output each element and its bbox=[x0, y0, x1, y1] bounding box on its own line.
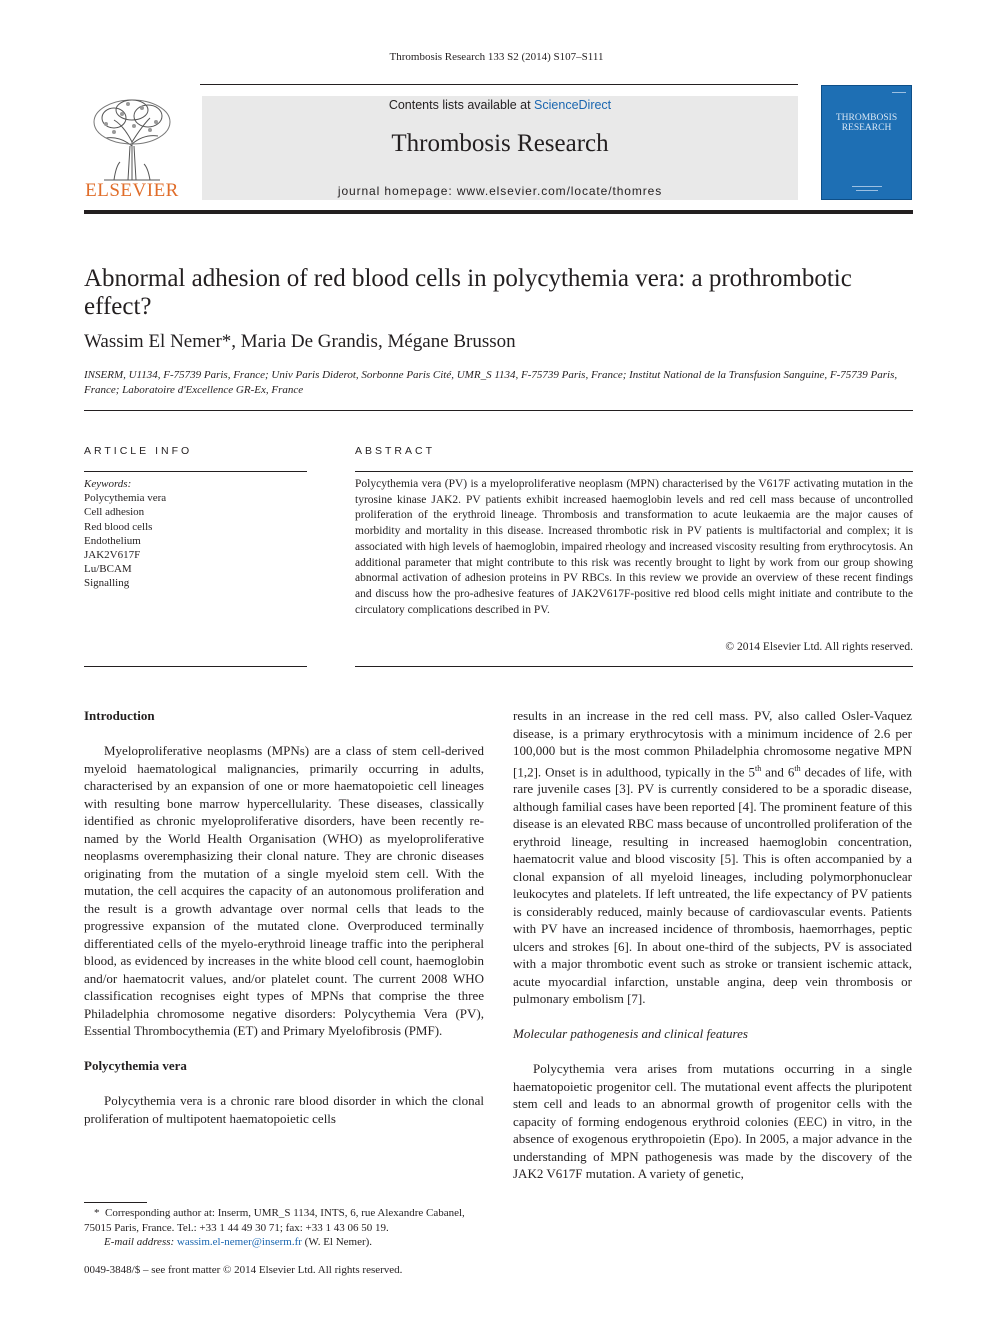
abstract-copyright: © 2014 Elsevier Ltd. All rights reserved. bbox=[725, 641, 913, 653]
keywords-label: Keywords: bbox=[84, 478, 132, 490]
footnote-rule bbox=[84, 1202, 147, 1203]
body-paragraph: results in an increase in the red cell mass. PV, also called Osler-Vaquez disease, is a primary erythrocytosis with a minimum incidence of 2.6 per 100,000 but is the most common Philadelphia chromosome negative MPN [1,2]. Onset is in adulthood, typically in the 5th and 6th decades of life, with rare juvenile cases [3]. PV is currently considered to be a sporadic disease, although familial cases have been reported [4]. The prominent feature of this disease is an elevated RBC mass because of uncontrolled proliferation of the erythroid lineage, resulting in increased haemoglobin concentration, haematocrit value and blood viscosity [5]. This is often accompanied by a clonal expansion of all myeloid lineages, including polymorphonuclear leukocytes and platelets. If left untreated, the life expectancy of PV patients is considerably reduced, mainly because of cardiovascular events. Patients with PV have an increased incidence of thrombosis, haemorrhages, peptic ulcers and strokes [6]. In about one-third of the subjects, PV is associated with a major thrombotic event such as stroke or transient ischemic attack, acute myocardial infarction, unstable angina, deep vein thrombosis or pulmonary embolism [7]. bbox=[513, 708, 913, 1007]
section-heading-polycythemia-vera: Polycythemia vera bbox=[84, 1058, 187, 1073]
front-matter-line: 0049-3848/$ – see front matter © 2014 Elsevier Ltd. All rights reserved. bbox=[84, 1264, 403, 1276]
subsection-heading-molecular-pathogenesis: Molecular pathogenesis and clinical features bbox=[513, 1026, 748, 1042]
journal-homepage[interactable]: journal homepage: www.elsevier.com/locate/thomres bbox=[337, 184, 663, 198]
article-info-heading: ARTICLE INFO bbox=[84, 445, 193, 457]
corresponding-author-footnote: * Corresponding author at: Inserm, UMR_S 1134, INTS, 6, rue Alexandre Cabanel, 75015 Paris, France. Tel.: +33 1 44 49 30 71; fax: +33 1 43 06 50 19. E-mail address: wassim.el-nemer@inserm.fr (W. El Nemer). bbox=[84, 1207, 465, 1248]
journal-cover-thumbnail[interactable] bbox=[821, 85, 912, 200]
abstract-bottom-rule bbox=[355, 666, 913, 667]
keyword-item: Signalling bbox=[84, 577, 130, 590]
journal-name: Thrombosis Research bbox=[391, 130, 609, 157]
abstract-heading: ABSTRACT bbox=[355, 445, 436, 457]
journal-masthead bbox=[202, 96, 798, 200]
cover-decoration bbox=[892, 92, 906, 93]
keyword-item: Red blood cells bbox=[84, 520, 153, 533]
elsevier-tree-icon bbox=[84, 96, 180, 182]
elsevier-logo[interactable] bbox=[84, 96, 180, 200]
keyword-item: JAK2V617F bbox=[84, 549, 141, 562]
body-column-left bbox=[84, 707, 484, 1127]
article-title: Abnormal adhesion of red blood cells in polycythemia vera: a prothrombotic effect? bbox=[84, 265, 852, 320]
keyword-item: Lu/BCAM bbox=[84, 563, 132, 576]
section-heading-introduction: Introduction bbox=[84, 708, 155, 723]
body-paragraph: Polycythemia vera is a chronic rare blood disorder in which the clonal proliferation of multipotent haematopoietic cells bbox=[84, 1093, 484, 1126]
elsevier-wordmark: ELSEVIER bbox=[85, 180, 179, 201]
corresponding-author-text: Corresponding author at: Inserm, UMR_S 1134, INTS, 6, rue Alexandre Cabanel, 75015 Paris, France. Tel.: +33 1 44 49 30 71; fax: +33 1 43 06 50 19. bbox=[84, 1207, 465, 1234]
sciencedirect-link[interactable]: ScienceDirect bbox=[534, 98, 612, 112]
contents-line bbox=[202, 98, 798, 112]
keyword-item: Polycythemia vera bbox=[84, 492, 167, 505]
keyword-item: Cell adhesion bbox=[84, 506, 145, 519]
article-authors: Wassim El Nemer*, Maria De Grandis, Mégane Brusson bbox=[84, 331, 516, 352]
keyword-item: Endothelium bbox=[84, 534, 141, 547]
article-info-bottom-rule bbox=[84, 666, 307, 667]
email-link[interactable]: wassim.el-nemer@inserm.fr bbox=[176, 1236, 302, 1248]
title-rule bbox=[84, 410, 913, 411]
header-thick-rule bbox=[84, 210, 913, 214]
body-column-right bbox=[513, 707, 912, 1183]
body-paragraph: Myeloproliferative neoplasms (MPNs) are a class of stem cell-derived myeloid haematological malignancies, primarily occurring in adults, characterised by an expansion of one or more haematopoietic cell lineages with resulting bone marrow hypercellularity. These diseases, classically identified as chronic myeloproliferative disorders, have been recently re-named by the World Health Organisation (WHO) as myeloproliferative neoplasms overemphasizing their clonal nature. They are chronic diseases originating from the mutation of a single myeloid stem cell. With the mutation, the cell acquires the capacity of an autonomous proliferation and the result is a growth advantage over normal cells that leads to the progressive expansion of the mutated clone. Overproduced terminally differentiated cells of the myelo-erythroid lineage traffic into the peripheral blood, as evidenced by increases in the white blood cell count, haemoglobin and/or haematocrit values, and/or platelet count. The current 2008 WHO classification recognises eight types of MPNs that comprise the three Philadelphia chromosome negative disorders: Polycythemia Vera (PV), Essential Thrombocythemia (ET) and Primary Myelofibrosis (PMF). bbox=[84, 743, 484, 1038]
body-paragraph: Polycythemia vera arises from mutations occurring in a single haematopoietic progenitor cell. The mutational event affects the pluripotent stem cell and leads to an abnormal growth of progenitor cells with the capacity of forming endogenous erythroid colonies (EEC) in vitro, in the absence of exogenous erythropoietin (Epo). In 2005, a major advance in the understanding of MPN pathogenesis was made by the discovery of the JAK2 V617F mutation. A variety of genetic, bbox=[513, 1061, 912, 1182]
journal-reference: Thrombosis Research 133 S2 (2014) S107–S111 bbox=[389, 51, 604, 63]
email-label: E-mail address: bbox=[104, 1236, 175, 1248]
contents-prefix: Contents lists available at bbox=[388, 98, 535, 112]
cover-decoration bbox=[852, 186, 882, 187]
cover-title: THROMBOSIS RESEARCH bbox=[835, 113, 898, 133]
abstract-rule bbox=[355, 471, 913, 472]
author-affiliations: INSERM, U1134, F-75739 Paris, France; Univ Paris Diderot, Sorbonne Paris Cité, UMR_S 1134, F-75739 Paris, France; Institut National de la Transfusion Sanguine, F-75739 Paris, France; Laboratoire d'Excellence GR-Ex, France bbox=[84, 369, 898, 396]
abstract-text: Polycythemia vera (PV) is a myeloproliferative neoplasm (MPN) characterised by the V617F activating mutation in the tyrosine kinase JAK2. PV patients exhibit increased haemoglobin levels and red cell mass because of uncontrolled proliferation of the erythroid lineage. Thrombosis and transformation to acute leukaemia are the major causes of morbidity and mortality in this disease. Increased thrombotic risk in PV patients is multifactorial and complex; it is associated with high levels of haemoglobin, impaired rheology and increased viscosity resulting from erythrocytosis. An additional parameter that might contribute to this risk was recently brought to light by work from our group showing abnormal activation of adhesion proteins in PV RBCs. In this review we provide an overview of these recent findings and discuss how the pro-adhesive features of JAK2V617F-positive red blood cells might initiate and contribute to the circulatory complications described in PV. bbox=[355, 478, 913, 616]
header-top-rule bbox=[200, 84, 798, 85]
keywords-block bbox=[84, 477, 307, 591]
article-info-rule bbox=[84, 471, 307, 472]
cover-decoration bbox=[856, 190, 878, 191]
